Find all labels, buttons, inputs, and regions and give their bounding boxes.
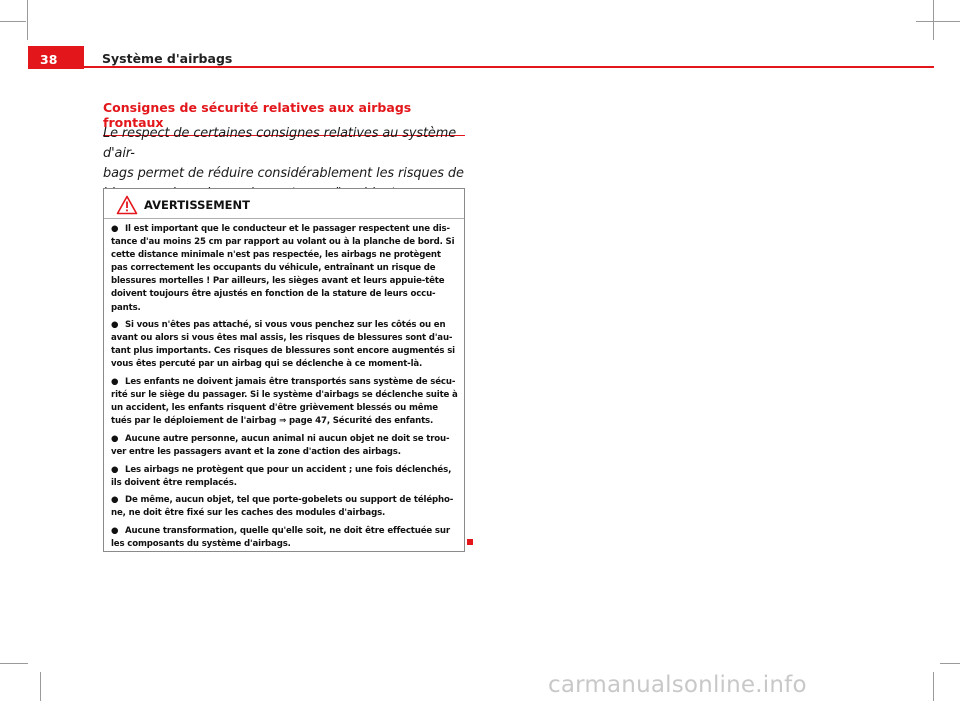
- page-reference-link[interactable]: tués par le déploiement de l'airbag ⇒ page 47, Sécurité des enfants.: [111, 416, 434, 427]
- crop-mark: [940, 663, 960, 664]
- warning-item: ● Les airbags ne protègent que pour un accident ; une fois déclenchés, ils doivent être remplacés.: [111, 464, 452, 488]
- watermark: carmanualsonline.info: [548, 672, 807, 698]
- section-title: Consignes de sécurité relatives aux airbags frontaux: [103, 100, 465, 136]
- crop-mark: [0, 21, 26, 22]
- warning-header: [104, 189, 464, 219]
- warning-title: AVERTISSEMENT: [144, 198, 251, 212]
- chapter-title: Système d'airbags: [102, 51, 233, 66]
- crop-mark: [27, 0, 28, 40]
- crop-mark: [933, 672, 934, 701]
- crop-mark: [916, 21, 960, 22]
- warning-item: ● De même, aucun objet, tel que porte-gobelets ou support de télépho- ne, ne doit être fixé sur les caches des modules d'airbags.: [111, 495, 454, 519]
- intro-line: bags permet de réduire considérablement les risques de: [103, 166, 464, 181]
- warning-item: ● Les enfants ne doivent jamais être transportés sans système de sécu- rité sur le siège du passager. Si le système d'airbags se déclenche suite à un accident, les enfants risquent d'être grièvement blessés ou même tués par le déploiement de l'airbag ⇒ page 47, Sécurité des enfants.: [111, 376, 461, 428]
- warning-box: [103, 188, 465, 552]
- bullet: ●: [111, 464, 119, 475]
- page-number: 38: [28, 46, 84, 69]
- crop-mark: [933, 0, 934, 40]
- header-rule: [84, 66, 934, 68]
- bullet: ●: [111, 433, 119, 444]
- intro-line: Le respect de certaines consignes relatives au système d'air-: [103, 126, 457, 161]
- bullet: ●: [111, 525, 119, 536]
- warning-item: ● Si vous n'êtes pas attaché, si vous vous penchez sur les côtés ou en avant ou alors si vous êtes mal assis, les risques de blessures sont d'au- tant plus importants. Ces risques de blessures sont encore augmentés si vous êtes percuté par un airbag qui se déclenche à ce moment-là.: [111, 320, 455, 370]
- warning-item: ● Il est important que le conducteur et le passager respectent une dis- tance d'au moins 25 cm par rapport au volant ou à la planche de bord. Si cette distance minimale n'est pas respectée, les airbags ne protègent pas correctement les occupants du véhicule, entraînant un risque de blessures mortelles ! Par ailleurs, les sièges avant et leurs appuie-tête doivent toujours être ajustés en fonction de la stature de leurs occu- pants.: [111, 224, 455, 313]
- warning-item: ● Aucune autre personne, aucun animal ni aucun objet ne doit se trou- ver entre les passagers avant et la zone d'action des airbags.: [111, 433, 450, 457]
- warning-triangle-icon: [116, 195, 138, 215]
- warning-list: [104, 219, 464, 551]
- end-of-section-marker: [467, 539, 473, 545]
- warning-item: ● Aucune transformation, quelle qu'elle soit, ne doit être effectuée sur les composants du système d'airbags.: [111, 525, 450, 550]
- crop-mark: [40, 672, 41, 701]
- bullet: ●: [111, 320, 119, 331]
- bullet: ●: [111, 495, 119, 506]
- bullet: ●: [111, 224, 119, 234]
- bullet: ●: [111, 377, 119, 388]
- crop-mark: [0, 663, 28, 664]
